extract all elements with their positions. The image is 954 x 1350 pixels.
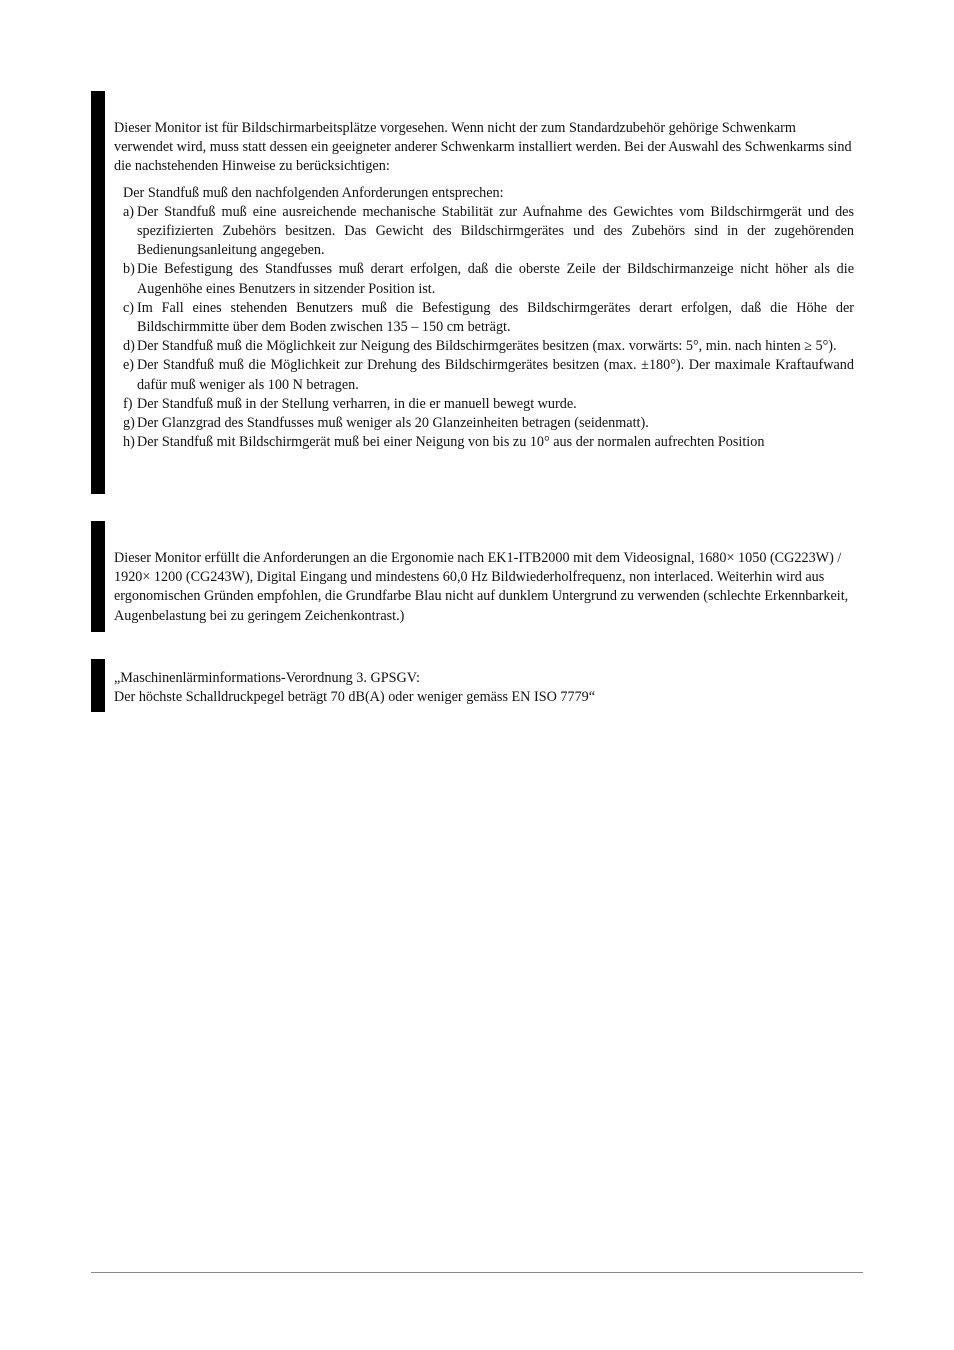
requirement-text: Der Standfuß muß die Möglichkeit zur Neigung des Bildschirmgerätes besitzen (max. vorwärts: 5°, min. nach hinten ≥ 5°). (137, 338, 837, 355)
section-marker-bar (91, 91, 105, 494)
requirement-item (123, 337, 854, 356)
section-marker-bar (91, 521, 105, 632)
requirement-marker: g) (123, 415, 135, 432)
section-1-intro: Dieser Monitor ist für Bildschirmarbeitsplätze vorgesehen. Wenn nicht der zum Standardzubehör gehörige Schwenkarm verwendet wird, muss statt dessen ein geeigneter anderer Schwenkarm installiert werden. Bei der Auswahl des Schwenkarms sind die nachstehenden Hinweise zu berücksichtigen: (114, 120, 852, 175)
footer-divider (91, 1272, 863, 1273)
requirement-marker: d) (123, 338, 135, 355)
requirement-text: Der Standfuß mit Bildschirmgerät muß bei einer Neigung von bis zu 10° aus der normalen aufrechten Position (137, 434, 765, 451)
noise-level-line: Der höchste Schalldruckpegel beträgt 70 dB(A) oder weniger gemäss EN ISO 7779“ (114, 689, 596, 706)
section-marker-bar (91, 659, 105, 712)
requirement-marker: e) (123, 357, 135, 374)
requirement-item (123, 299, 854, 337)
requirement-text: Die Befestigung des Standfusses muß derart erfolgen, daß die oberste Zeile der Bildschirmanzeige nicht höher als die Augenhöhe eines Benutzers in sitzender Position ist. (137, 261, 854, 297)
section-2-content (114, 549, 856, 626)
requirement-item (123, 414, 854, 433)
requirement-item (123, 260, 854, 298)
requirement-item (123, 356, 854, 394)
requirement-marker: b) (123, 261, 135, 278)
requirement-text: Der Standfuß muß in der Stellung verharren, in die er manuell bewegt wurde. (137, 395, 577, 412)
requirement-text: Der Standfuß muß die Möglichkeit zur Drehung des Bildschirmgerätes besitzen (max. ±180°). Der maximale Kraftaufwand dafür muß weniger als 100 N betragen. (137, 357, 854, 393)
requirement-marker: h) (123, 434, 135, 451)
requirements-list (123, 203, 854, 453)
requirement-item (123, 433, 854, 452)
ergonomics-paragraph: Dieser Monitor erfüllt die Anforderungen an die Ergonomie nach EK1-ITB2000 mit dem Videosignal, 1680× 1050 (CG223W) / 1920× 1200 (CG243W), Digital Eingang und mindestens 60,0 Hz Bildwiederholfrequenz, non interlaced. Weiterhin wird aus ergonomischen Gründen empfohlen, die Grundfarbe Blau nicht auf dunklem Untergrund zu verwenden (schlechte Erkennbarkeit, Augenbelastung bei zu geringem Zeichenkontrast.) (114, 550, 849, 624)
requirements-block (114, 184, 854, 453)
requirement-marker: f) (123, 395, 133, 412)
requirement-item (123, 203, 854, 261)
requirement-item (123, 395, 854, 414)
requirement-text: Im Fall eines stehenden Benutzers muß die Befestigung des Bildschirmgerätes derart erfolgen, daß die Höhe der Bildschirmmitte über dem Boden zwischen 135 – 150 cm beträgt. (137, 299, 854, 336)
requirement-text: Der Standfuß muß eine ausreichende mechanische Stabilität zur Aufnahme des Gewichtes vom Bildschirmgerät und des spezifizierten Zubehörs besitzen. Das Gewicht des Bildschirmgerätes und des Zubehörs sind in der zugehörenden Bedienungsanleitung angegeben. (137, 203, 854, 259)
section-3-content (114, 669, 856, 707)
noise-regulation-line: „Maschinenlärminformations-Verordnung 3. GPSGV: (114, 670, 420, 686)
requirement-marker: a) (123, 203, 135, 220)
requirements-intro: Der Standfuß muß den nachfolgenden Anforderungen entsprechen: (123, 184, 504, 201)
requirement-text: Der Glanzgrad des Standfusses muß weniger als 20 Glanzeinheiten betragen (seidenmatt). (137, 415, 649, 432)
requirement-marker: c) (123, 299, 135, 316)
section-1-content (114, 119, 854, 452)
